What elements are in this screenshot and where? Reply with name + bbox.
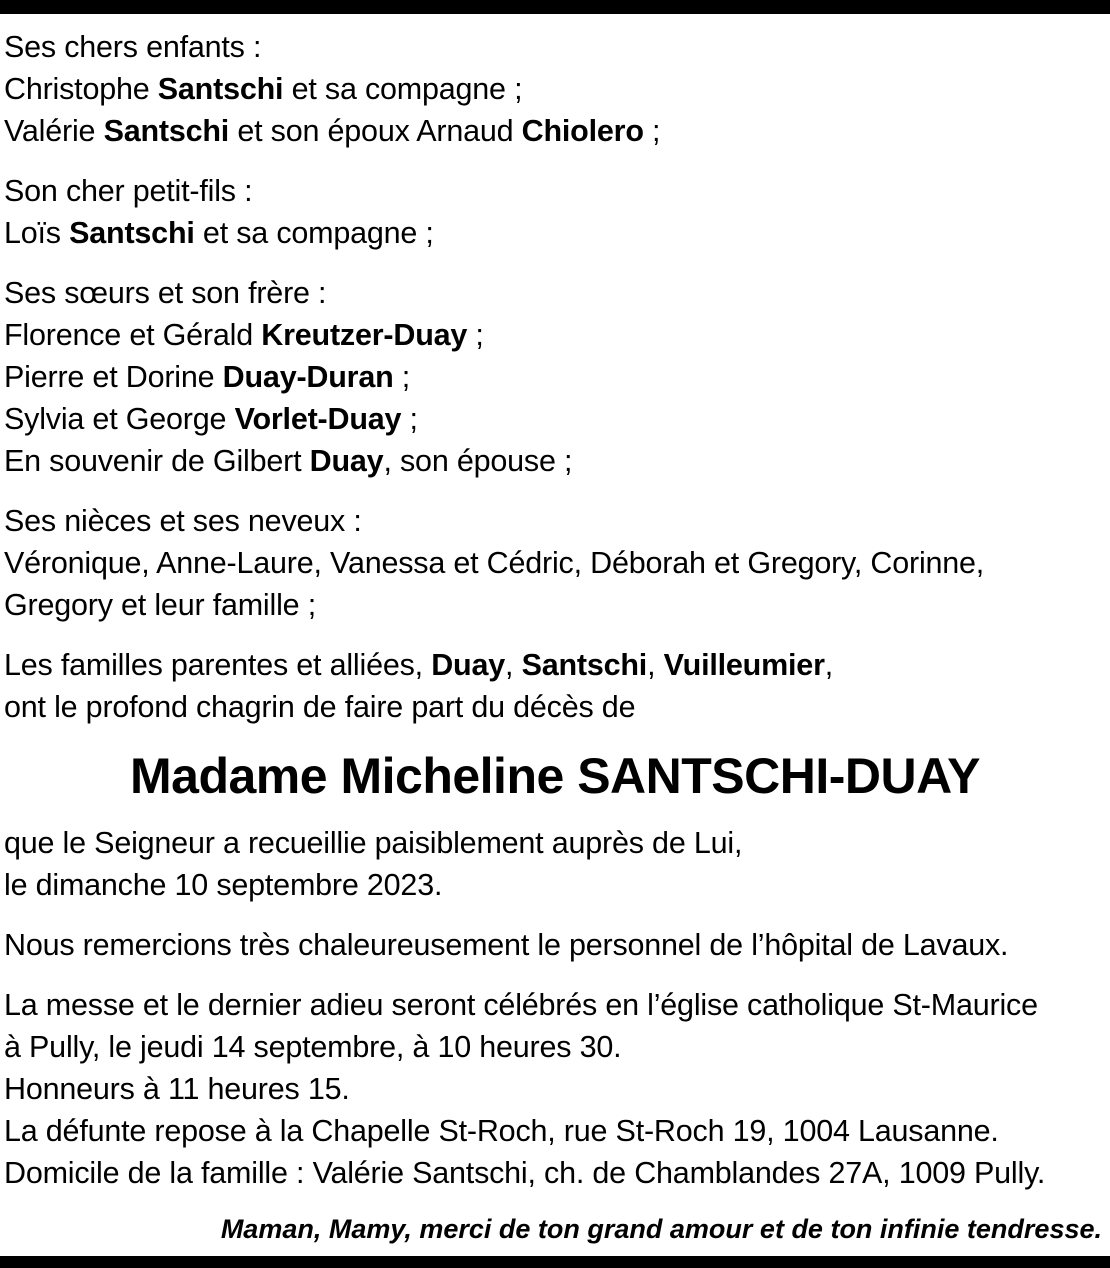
text-run: ; bbox=[401, 402, 418, 436]
text-run: , bbox=[647, 648, 664, 682]
text-block-nieces-nephews bbox=[4, 500, 1106, 626]
emphasized-name: Vuilleumier bbox=[663, 648, 825, 682]
family-blocks bbox=[4, 26, 1106, 728]
text-line bbox=[4, 984, 1106, 1026]
text-run: La défunte repose à la Chapelle St-Roch, rue St-Roch 19, 1004 Lausanne. bbox=[4, 1114, 999, 1148]
text-line bbox=[4, 542, 1106, 584]
text-run: et sa compagne ; bbox=[194, 216, 434, 250]
text-run: Nous remercions très chaleureusement le personnel de l’hôpital de Lavaux. bbox=[4, 928, 1009, 962]
text-line bbox=[4, 500, 1106, 542]
text-line bbox=[4, 110, 1106, 152]
text-block-siblings bbox=[4, 272, 1106, 482]
text-line bbox=[4, 272, 1106, 314]
text-run: Véronique, Anne-Laure, Vanessa et Cédric, Déborah et Gregory, Corinne, bbox=[4, 546, 985, 580]
text-line bbox=[4, 864, 1106, 906]
emphasized-name: Santschi bbox=[521, 648, 648, 682]
text-block-ceremony bbox=[4, 984, 1106, 1194]
emphasized-name: Santschi bbox=[157, 72, 284, 106]
text-run: ont le profond chagrin de faire part du décès de bbox=[4, 690, 636, 724]
text-line bbox=[4, 68, 1106, 110]
emphasized-name: Duay-Duran bbox=[222, 360, 394, 394]
text-run: Gregory et leur famille ; bbox=[4, 588, 316, 622]
text-run: Florence et Gérald bbox=[4, 318, 262, 352]
emphasized-name: Kreutzer-Duay bbox=[261, 318, 468, 352]
text-run: Honneurs à 11 heures 15. bbox=[4, 1072, 350, 1106]
text-run: Christophe bbox=[4, 72, 158, 106]
text-run: et son époux Arnaud bbox=[229, 114, 522, 148]
text-line bbox=[4, 314, 1106, 356]
notice-body bbox=[0, 14, 1110, 1256]
emphasized-name: Chiolero bbox=[521, 114, 644, 148]
emphasized-name: Santschi bbox=[69, 216, 195, 250]
text-run: La messe et le dernier adieu seront célébrés en l’église catholique St-Maurice bbox=[4, 988, 1038, 1022]
text-run: et sa compagne ; bbox=[283, 72, 523, 106]
text-run: , bbox=[824, 648, 834, 682]
text-run: Loïs bbox=[4, 216, 70, 250]
closing-message: Maman, Mamy, merci de ton grand amour et de ton infinie tendresse. bbox=[220, 1214, 1102, 1244]
text-run: à Pully, le jeudi 14 septembre, à 10 heures 30. bbox=[4, 1030, 622, 1064]
text-block-thanks bbox=[4, 924, 1106, 966]
text-run: Domicile de la famille : Valérie Santschi, ch. de Chamblandes 27A, 1009 Pully. bbox=[4, 1156, 1046, 1190]
text-run: que le Seigneur a recueillie paisiblement auprès de Lui, bbox=[4, 826, 743, 860]
text-line bbox=[4, 170, 1106, 212]
text-line bbox=[4, 1152, 1106, 1194]
text-block-children bbox=[4, 26, 1106, 152]
text-run: Ses chers enfants : bbox=[4, 30, 262, 64]
text-run: le dimanche 10 septembre 2023. bbox=[4, 868, 443, 902]
text-line bbox=[4, 398, 1106, 440]
text-line bbox=[4, 1068, 1106, 1110]
text-run: Valérie bbox=[4, 114, 104, 148]
text-line bbox=[4, 584, 1106, 626]
text-line bbox=[4, 440, 1106, 482]
emphasized-name: Duay bbox=[309, 444, 384, 478]
text-line bbox=[4, 1110, 1106, 1152]
deceased-name: Madame Micheline SANTSCHI-DUAY bbox=[130, 748, 980, 804]
text-run: Les familles parentes et alliées, bbox=[4, 648, 432, 682]
text-line bbox=[4, 924, 1106, 966]
text-run: Son cher petit-fils : bbox=[4, 174, 253, 208]
text-line bbox=[4, 644, 1106, 686]
text-run: , bbox=[505, 648, 522, 682]
emphasized-name: Santschi bbox=[103, 114, 230, 148]
text-run: En souvenir de Gilbert bbox=[4, 444, 310, 478]
text-line bbox=[4, 822, 1106, 864]
text-run: , son épouse ; bbox=[383, 444, 573, 478]
text-line bbox=[4, 212, 1106, 254]
text-run: ; bbox=[643, 114, 661, 148]
text-run: ; bbox=[467, 318, 484, 352]
text-run: Ses nièces et ses neveux : bbox=[4, 504, 362, 538]
emphasized-name: Vorlet-Duay bbox=[234, 402, 402, 436]
text-run: ; bbox=[393, 360, 411, 394]
text-line bbox=[4, 26, 1106, 68]
text-run: Pierre et Dorine bbox=[4, 360, 223, 394]
text-line bbox=[4, 356, 1106, 398]
text-block-passing bbox=[4, 822, 1106, 906]
text-line bbox=[4, 1026, 1106, 1068]
text-run: Ses sœurs et son frère : bbox=[4, 276, 327, 310]
text-line bbox=[4, 686, 1106, 728]
bottom-divider bbox=[0, 1256, 1110, 1268]
top-divider bbox=[0, 0, 1110, 14]
text-block-grandson bbox=[4, 170, 1106, 254]
text-block-families bbox=[4, 644, 1106, 728]
emphasized-name: Duay bbox=[431, 648, 505, 682]
text-run: Sylvia et George bbox=[4, 402, 235, 436]
service-blocks bbox=[4, 822, 1106, 1194]
